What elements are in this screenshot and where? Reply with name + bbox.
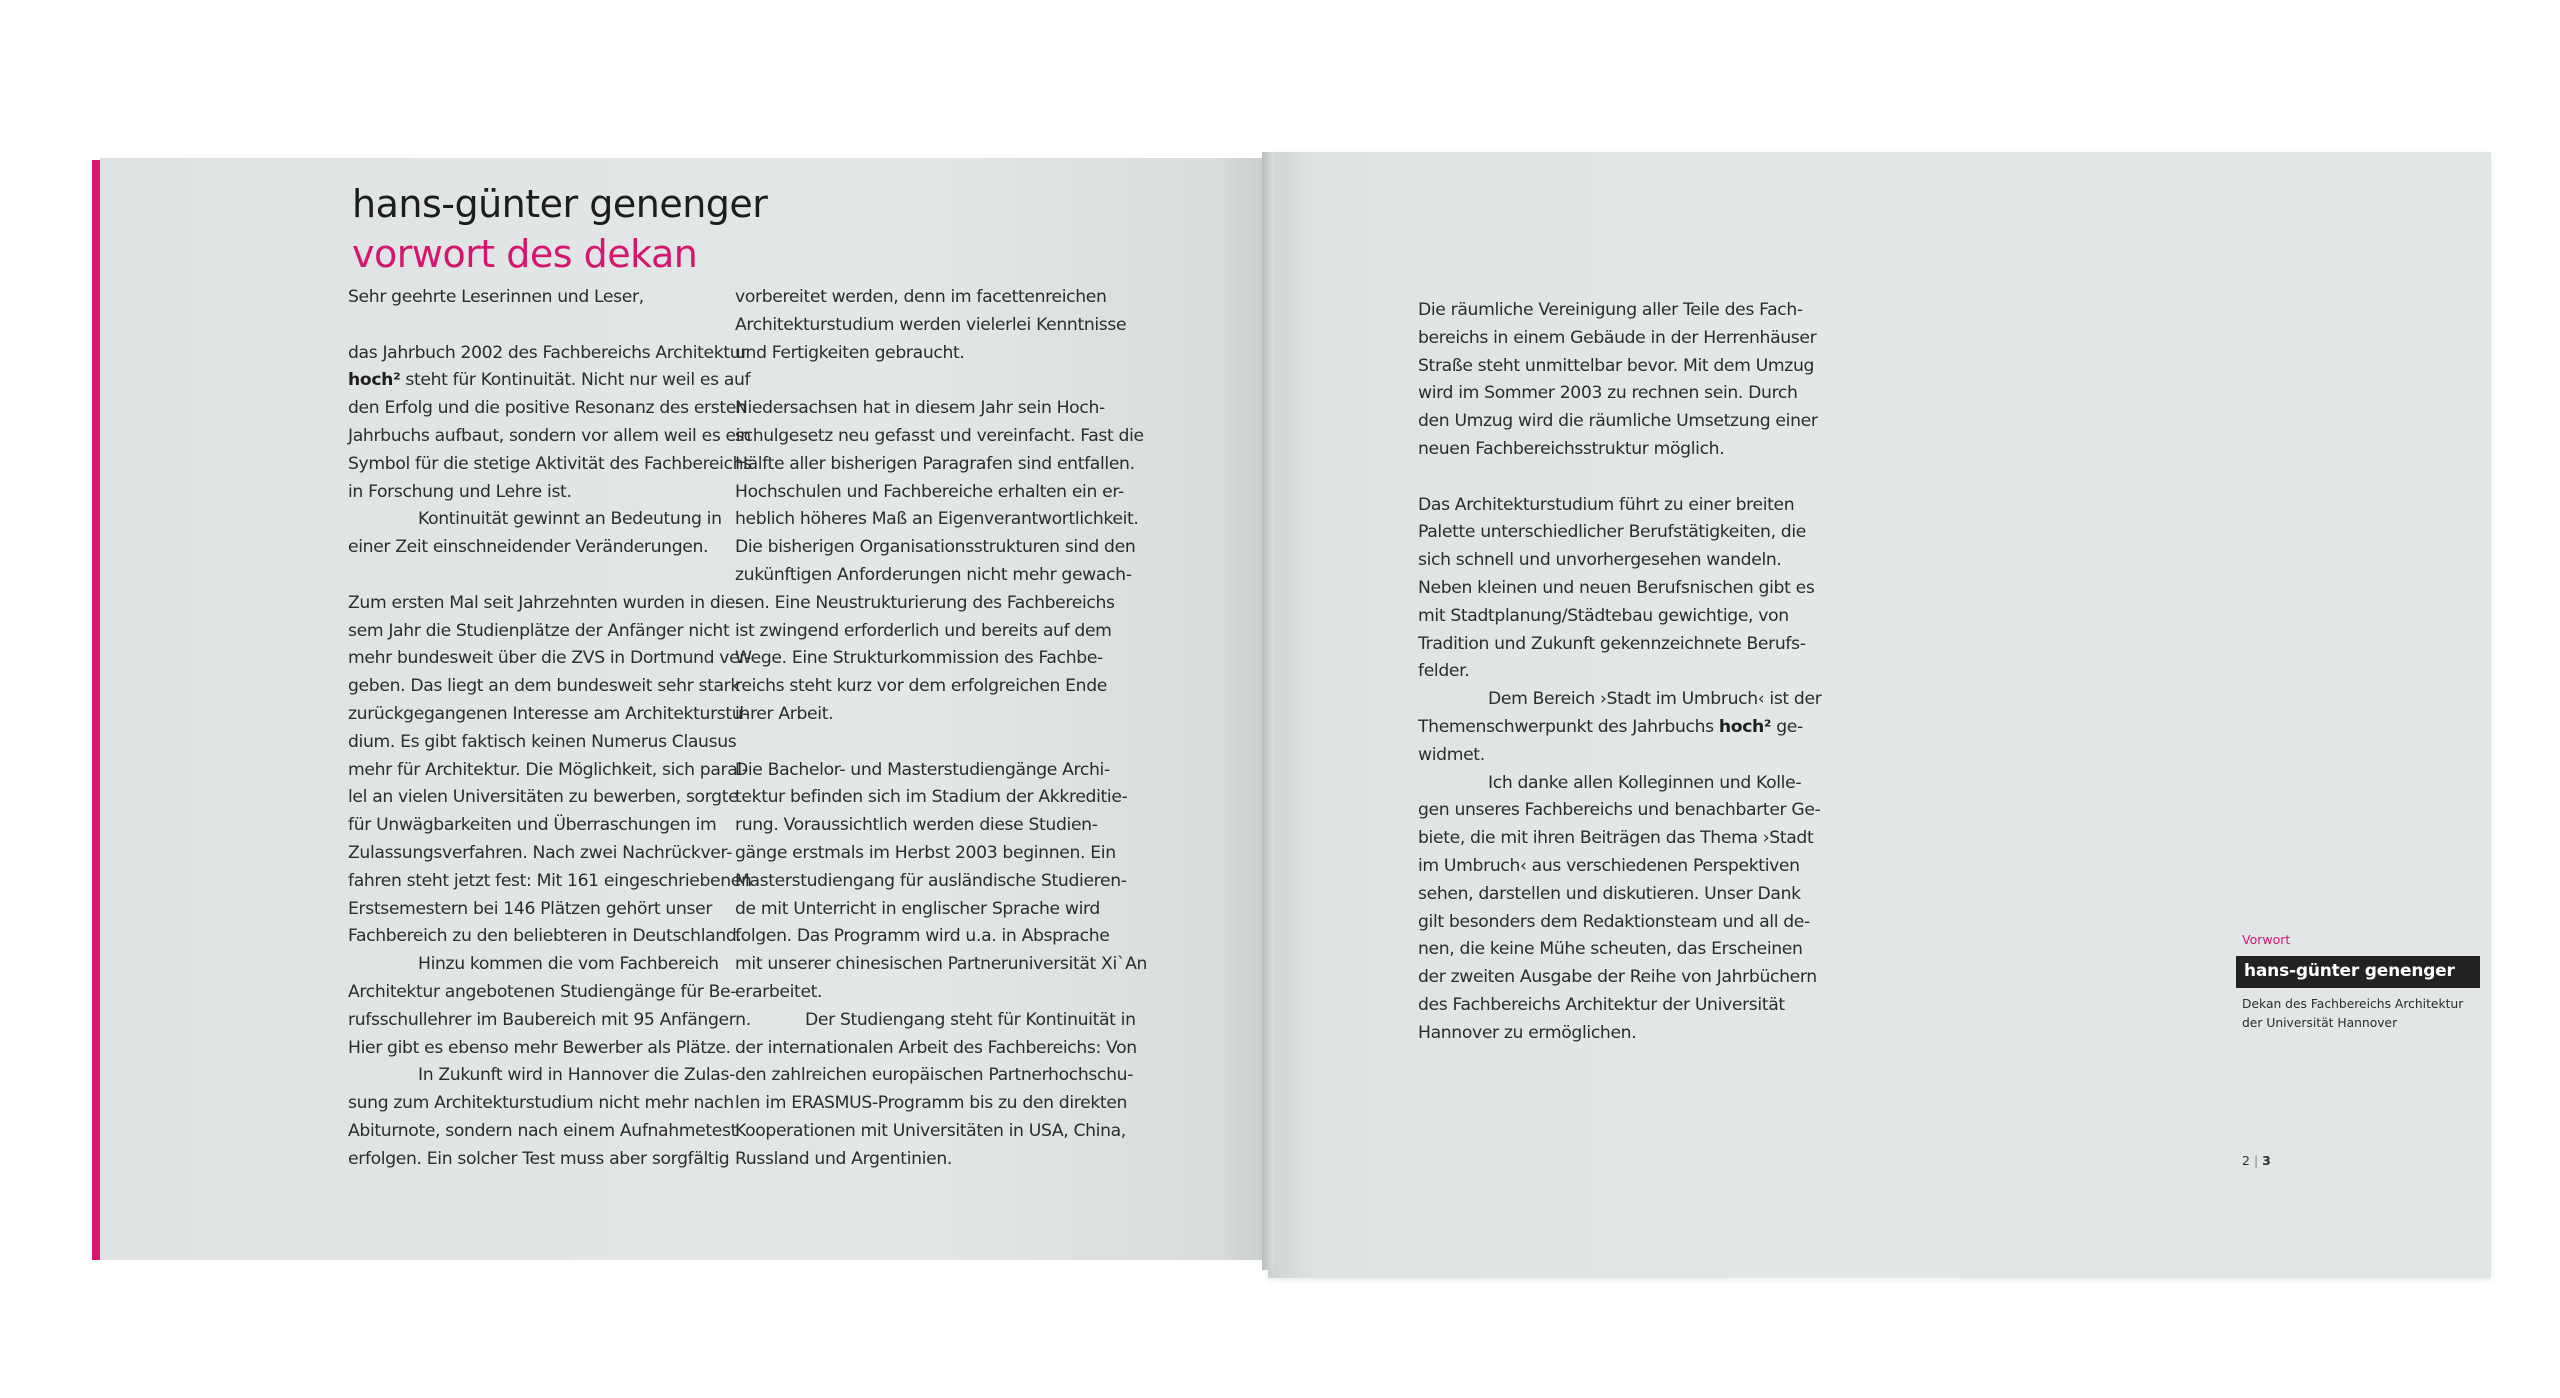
text-line: Palette unterschiedlicher Berufstätigkeiten, die (1418, 522, 1807, 543)
caption-line: Dekan des Fachbereichs Architektur (2242, 997, 2464, 1011)
paragraph-gap (735, 729, 1147, 757)
text-line: Abiturnote, sondern nach einem Aufnahmetest (348, 1120, 738, 1141)
text-line: reichs steht kurz vor dem erfolgreichen Ende (735, 676, 1107, 697)
text-line: lel an vielen Universitäten zu bewerben, sorgte (348, 787, 739, 808)
paragraph-gap (348, 562, 752, 590)
text-line: Sehr geehrte Leserinnen und Leser, (348, 287, 644, 307)
text-line: dium. Es gibt faktisch keinen Numerus Clausus (348, 731, 737, 752)
text-line: das Jahrbuch 2002 des Fachbereichs Architektur (348, 342, 748, 363)
text-line: Die bisherigen Organisationsstrukturen sind den (735, 537, 1136, 558)
text-line: nen, die keine Mühe scheuten, das Erscheinen (1418, 939, 1803, 960)
text-line: gänge erstmals im Herbst 2003 beginnen. Ein (735, 842, 1116, 863)
text-column-1 (348, 284, 752, 1174)
inline-bold: hoch² (1718, 716, 1772, 737)
text-column-2 (735, 284, 1147, 1174)
text-line: den Umzug wird die räumliche Umsetzung einer (1418, 411, 1818, 432)
paragraph-gap (348, 312, 752, 340)
text-line: gen unseres Fachbereichs und benachbarter Ge- (1418, 800, 1821, 821)
text-line: der internationalen Arbeit des Fachbereichs: Von (735, 1037, 1137, 1058)
text-line: rung. Voraussichtlich werden diese Studien- (735, 815, 1098, 836)
text-line: zurückgegangenen Interesse am Architekturstu- (348, 703, 749, 724)
line-text: steht für Kontinuität. Nicht nur weil es auf (400, 370, 751, 391)
text-line: des Fachbereichs Architektur der Universität (1418, 994, 1785, 1015)
text-line: folgen. Das Programm wird u.a. in Absprache (735, 926, 1110, 947)
page-numbers (2242, 1153, 2271, 1168)
text-line: In Zukunft wird in Hannover die Zulas- (418, 1065, 735, 1086)
text-line: Masterstudiengang für ausländische Studieren- (735, 870, 1127, 891)
text-line: sich schnell und unvorhergesehen wandeln. (1418, 550, 1782, 571)
book-spine-shadow (1262, 152, 1274, 1270)
text-line: biete, die mit ihren Beiträgen das Thema ›Stadt (1418, 828, 1814, 849)
text-line: mit unserer chinesischen Partneruniversität Xi`An (735, 954, 1148, 975)
text-line: Zulassungsverfahren. Nach zwei Nachrückver- (348, 842, 732, 863)
text-line: bereichs in einem Gebäude in der Herrenhäuser (1418, 327, 1817, 348)
text-line: erarbeitet. (735, 981, 823, 1002)
line-tail: ge- (1771, 716, 1803, 737)
text-line: Das Architekturstudium führt zu einer breiten (1418, 494, 1795, 515)
paragraph-gap (1418, 464, 1821, 492)
text-line: Architekturstudium werden vielerlei Kenntnisse (735, 314, 1127, 335)
text-line: fahren steht jetzt fest: Mit 161 eingeschriebenen (348, 870, 752, 891)
text-line: len im ERASMUS-Programm bis zu den direkten (735, 1093, 1128, 1114)
text-line: Niedersachsen hat in diesem Jahr sein Hoch- (735, 398, 1105, 419)
text-line: heblich höheres Maß an Eigenverantwortlichkeit. (735, 509, 1139, 530)
text-line (1418, 714, 1821, 742)
text-line: felder. (1418, 661, 1470, 682)
text-line: Russland und Argentinien. (735, 1148, 952, 1169)
name-bar-label: hans-günter genenger (2244, 961, 2455, 981)
text-line: in Forschung und Lehre ist. (348, 481, 572, 502)
text-line: Symbol für die stetige Aktivität des Fachbereichs (348, 453, 752, 474)
text-line: Jahrbuchs aufbaut, sondern vor allem weil es ein (348, 425, 751, 446)
text-line: Zum ersten Mal seit Jahrzehnten wurden in die- (348, 592, 741, 613)
text-line: den zahlreichen europäischen Partnerhochschu- (735, 1065, 1134, 1086)
text-line: Ich danke allen Kolleginnen und Kolle- (1488, 772, 1802, 793)
text-line: sehen, darstellen und diskutieren. Unser Dank (1418, 883, 1801, 904)
text-line: sem Jahr die Studienplätze der Anfänger nicht (348, 620, 730, 641)
text-line: Neben kleinen und neuen Berufsnischen gibt es (1418, 577, 1815, 598)
text-line: widmet. (1418, 744, 1485, 765)
page-number-right: 3 (2262, 1153, 2271, 1168)
page-number-left: 2 (2242, 1153, 2250, 1168)
text-line: Hälfte aller bisherigen Paragrafen sind entfallen. (735, 453, 1135, 474)
text-line: Hochschulen und Fachbereiche erhalten ein er- (735, 481, 1124, 502)
text-line: Architektur angebotenen Studiengänge für Be- (348, 981, 737, 1002)
text-line: Wege. Eine Strukturkommission des Fachbe- (735, 648, 1103, 669)
text-line: geben. Das liegt an dem bundesweit sehr stark (348, 676, 740, 697)
text-line: Fachbereich zu den beliebteren in Deutschland. (348, 926, 742, 947)
text-line: den Erfolg und die positive Resonanz des ersten (348, 398, 747, 419)
text-line: für Unwägbarkeiten und Überraschungen im (348, 815, 717, 836)
text-line: schulgesetz neu gefasst und vereinfacht. Fast die (735, 425, 1144, 446)
text-line: tektur befinden sich im Stadium der Akkreditie- (735, 787, 1128, 808)
text-line: neuen Fachbereichsstruktur möglich. (1418, 438, 1725, 459)
section-label: Vorwort (2242, 932, 2291, 947)
text-line: Der Studiengang steht für Kontinuität in (805, 1009, 1136, 1030)
text-line: Kooperationen mit Universitäten in USA, China, (735, 1120, 1126, 1141)
text-line: Die räumliche Vereinigung aller Teile des Fach- (1418, 300, 1803, 320)
text-line: der zweiten Ausgabe der Reihe von Jahrbüchern (1418, 967, 1817, 988)
text-line: mit Stadtplanung/Städtebau gewichtige, von (1418, 605, 1789, 626)
text-line: de mit Unterricht in englischer Sprache wird (735, 898, 1100, 919)
text-line: Die Bachelor- und Masterstudiengänge Archi- (735, 759, 1110, 780)
text-line: gilt besonders dem Redaktionsteam und all de- (1418, 911, 1810, 932)
text-line: wird im Sommer 2003 zu rechnen sein. Durch (1418, 383, 1798, 404)
text-line: im Umbruch‹ aus verschiedenen Perspektiven (1418, 855, 1800, 876)
text-line: erfolgen. Ein solcher Test muss aber sorgfältig (348, 1148, 730, 1169)
foreword-subheading: vorwort des dekan (352, 232, 698, 276)
text-line: Straße steht unmittelbar bevor. Mit dem Umzug (1418, 355, 1815, 376)
caption-line: der Universität Hannover (2242, 1016, 2398, 1030)
text-line: einer Zeit einschneidender Veränderungen. (348, 537, 709, 558)
text-line: Erstsemestern bei 146 Plätzen gehört unser (348, 898, 713, 919)
text-line: mehr für Architektur. Die Möglichkeit, sich paral- (348, 759, 748, 780)
author-heading: hans-günter genenger (352, 182, 768, 226)
inline-bold: hoch² (348, 370, 401, 391)
text-line: ihrer Arbeit. (735, 703, 834, 724)
paragraph-gap (735, 367, 1147, 395)
text-line: zukünftigen Anforderungen nicht mehr gewach- (735, 564, 1132, 585)
text-line: und Fertigkeiten gebraucht. (735, 342, 965, 363)
text-line (348, 367, 752, 395)
text-line: sen. Eine Neustrukturierung des Fachbereichs (735, 592, 1115, 613)
text-line: Hier gibt es ebenso mehr Bewerber als Plätze. (348, 1037, 731, 1058)
author-caption (2242, 995, 2463, 1033)
text-line: sung zum Architekturstudium nicht mehr nach (348, 1093, 734, 1114)
text-line: Kontinuität gewinnt an Bedeutung in (418, 509, 722, 530)
text-line: vorbereitet werden, denn im facettenreichen (735, 287, 1107, 307)
text-column-3 (1418, 297, 1821, 1048)
text-line: ist zwingend erforderlich und bereits auf dem (735, 620, 1112, 641)
text-line: Dem Bereich ›Stadt im Umbruch‹ ist der (1488, 689, 1822, 710)
text-line: Tradition und Zukunft gekennzeichnete Berufs- (1418, 633, 1806, 654)
text-line: Hinzu kommen die vom Fachbereich (418, 954, 719, 975)
line-text: Themenschwerpunkt des Jahrbuchs (1418, 716, 1719, 737)
text-line: mehr bundesweit über die ZVS in Dortmund ver- (348, 648, 751, 669)
page-number-separator: | (2253, 1153, 2259, 1168)
text-line: Hannover zu ermöglichen. (1418, 1022, 1637, 1043)
text-line: rufsschullehrer im Baubereich mit 95 Anfängern. (348, 1009, 751, 1030)
